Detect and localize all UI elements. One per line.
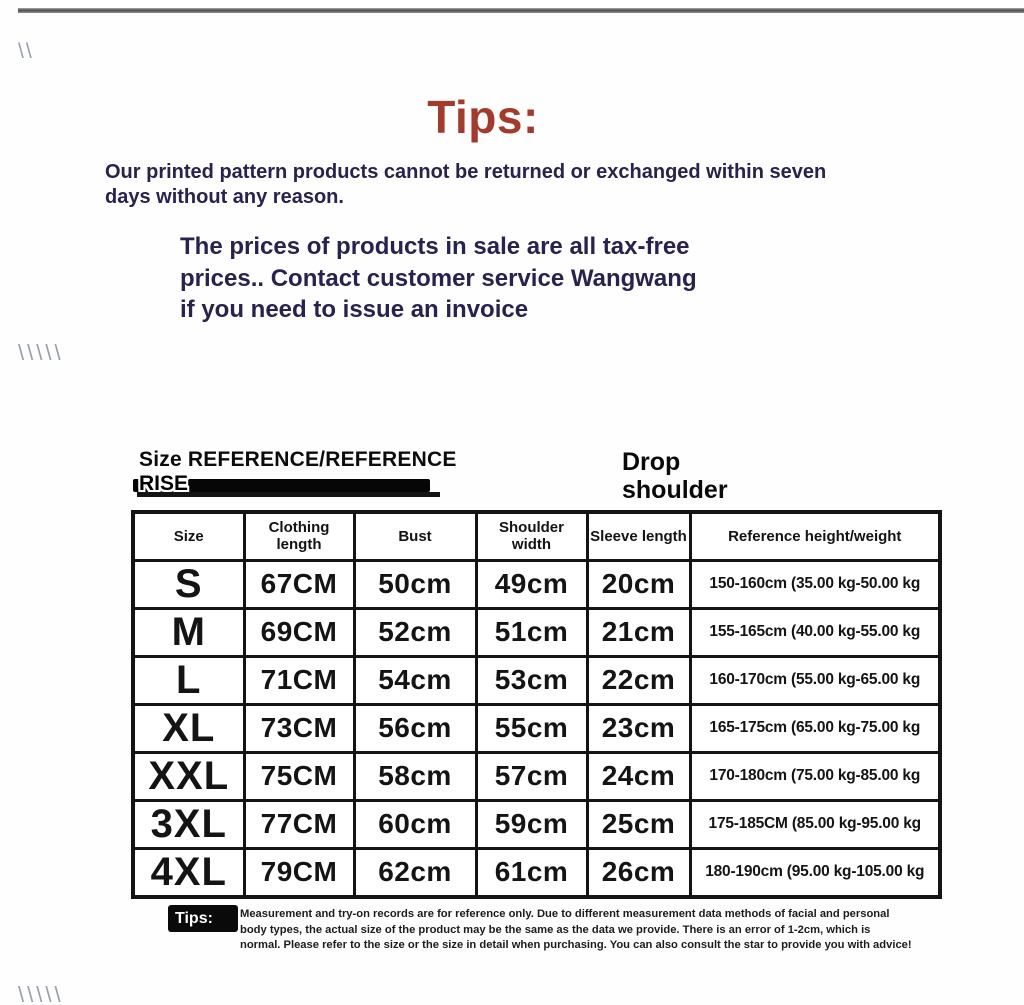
tips-heading: Tips: bbox=[427, 91, 539, 143]
size-cell: S bbox=[133, 560, 244, 608]
size-row-s bbox=[133, 560, 940, 608]
disclaimer-line-2: body types, the actual size of the product may be the same as the data we provide. There is an error of 1-2cm, which is bbox=[240, 923, 871, 936]
size-row-xxl bbox=[133, 752, 940, 800]
bust-cell: 56cm bbox=[354, 704, 476, 752]
size-chart-header-row bbox=[133, 512, 940, 560]
note-tips-badge: Tips: bbox=[168, 905, 238, 932]
col-header-clothing-length: Clothing length bbox=[244, 512, 354, 560]
sleeve-length-cell: 24cm bbox=[587, 752, 690, 800]
bust-cell: 54cm bbox=[354, 656, 476, 704]
shoulder-width-cell: 61cm bbox=[476, 848, 587, 897]
bust-cell: 52cm bbox=[354, 608, 476, 656]
return-policy-line-1: Our printed pattern products cannot be returned or exchanged within seven bbox=[105, 161, 827, 183]
col-header-sleeve-length: Sleeve length bbox=[587, 512, 690, 560]
clothing-length-cell: 79CM bbox=[244, 848, 354, 897]
bust-cell: 50cm bbox=[354, 560, 476, 608]
bust-cell: 60cm bbox=[354, 800, 476, 848]
drop-shoulder-label: Drop shoulder bbox=[622, 448, 728, 504]
size-row-3xl bbox=[133, 800, 940, 848]
reference-cell: 150-160cm (35.00 kg-50.00 kg bbox=[690, 560, 940, 608]
shoulder-width-cell: 57cm bbox=[476, 752, 587, 800]
size-reference-heading-line2: RISE bbox=[139, 472, 189, 495]
sleeve-length-cell: 26cm bbox=[587, 848, 690, 897]
tax-free-paragraph bbox=[180, 231, 697, 326]
size-row-4xl bbox=[133, 848, 940, 897]
size-cell: XL bbox=[133, 704, 244, 752]
return-policy-paragraph bbox=[105, 160, 826, 210]
sleeve-length-cell: 22cm bbox=[587, 656, 690, 704]
reference-cell: 155-165cm (40.00 kg-55.00 kg bbox=[690, 608, 940, 656]
tax-free-line-1: The prices of products in sale are all tax-free bbox=[180, 233, 690, 260]
disclaimer-line-1: Measurement and try-on records are for reference only. Due to different measurement data methods of facial and personal bbox=[240, 908, 890, 920]
sleeve-length-cell: 20cm bbox=[587, 560, 690, 608]
clothing-length-cell: 67CM bbox=[244, 560, 354, 608]
sleeve-length-cell: 21cm bbox=[587, 608, 690, 656]
size-row-l bbox=[133, 656, 940, 704]
col-header-size: Size bbox=[133, 512, 244, 560]
shoulder-width-cell: 49cm bbox=[476, 560, 587, 608]
size-cell: 4XL bbox=[133, 848, 244, 897]
reference-cell: 170-180cm (75.00 kg-85.00 kg bbox=[690, 752, 940, 800]
tax-free-line-2: prices.. Contact customer service Wangwang bbox=[180, 264, 697, 292]
reference-cell: 165-175cm (65.00 kg-75.00 kg bbox=[690, 704, 940, 752]
col-header-bust: Bust bbox=[354, 512, 476, 560]
bust-cell: 58cm bbox=[354, 752, 476, 800]
decorative-slashes-top: \\ bbox=[18, 40, 34, 63]
clothing-length-cell: 69CM bbox=[244, 608, 354, 656]
size-cell: XXL bbox=[133, 752, 244, 800]
size-cell: 3XL bbox=[133, 800, 244, 848]
shoulder-width-cell: 59cm bbox=[476, 800, 587, 848]
measurement-disclaimer bbox=[240, 907, 960, 954]
reference-cell: 175-185CM (85.00 kg-95.00 kg bbox=[690, 800, 940, 848]
col-header-shoulder-width: Shoulder width bbox=[476, 512, 587, 560]
decorative-slashes-middle: \\\\\ bbox=[18, 340, 64, 365]
clothing-length-cell: 77CM bbox=[244, 800, 354, 848]
size-cell: L bbox=[133, 656, 244, 704]
sleeve-length-cell: 23cm bbox=[587, 704, 690, 752]
top-divider-rule bbox=[18, 8, 1024, 13]
sleeve-length-cell: 25cm bbox=[587, 800, 690, 848]
clothing-length-cell: 73CM bbox=[244, 704, 354, 752]
size-row-xl bbox=[133, 704, 940, 752]
bust-cell: 62cm bbox=[354, 848, 476, 897]
size-row-m bbox=[133, 608, 940, 656]
shoulder-width-cell: 51cm bbox=[476, 608, 587, 656]
disclaimer-line-3: normal. Please refer to the size or the size in detail when purchasing. You can also consult the star to provide you with advice! bbox=[240, 939, 912, 951]
size-chart-table bbox=[131, 510, 942, 899]
tax-free-line-3: if you need to issue an invoice bbox=[180, 296, 529, 323]
shoulder-width-cell: 53cm bbox=[476, 656, 587, 704]
col-header-reference: Reference height/weight bbox=[690, 512, 940, 560]
clothing-length-cell: 75CM bbox=[244, 752, 354, 800]
clothing-length-cell: 71CM bbox=[244, 656, 354, 704]
reference-cell: 180-190cm (95.00 kg-105.00 kg bbox=[690, 848, 940, 897]
shoulder-width-cell: 55cm bbox=[476, 704, 587, 752]
size-reference-heading: Size REFERENCE/REFERENCE bbox=[139, 448, 457, 471]
decorative-slashes-bottom: \\\\\ bbox=[18, 982, 64, 1005]
reference-cell: 160-170cm (55.00 kg-65.00 kg bbox=[690, 656, 940, 704]
size-cell: M bbox=[133, 608, 244, 656]
return-policy-line-2: days without any reason. bbox=[105, 186, 344, 208]
